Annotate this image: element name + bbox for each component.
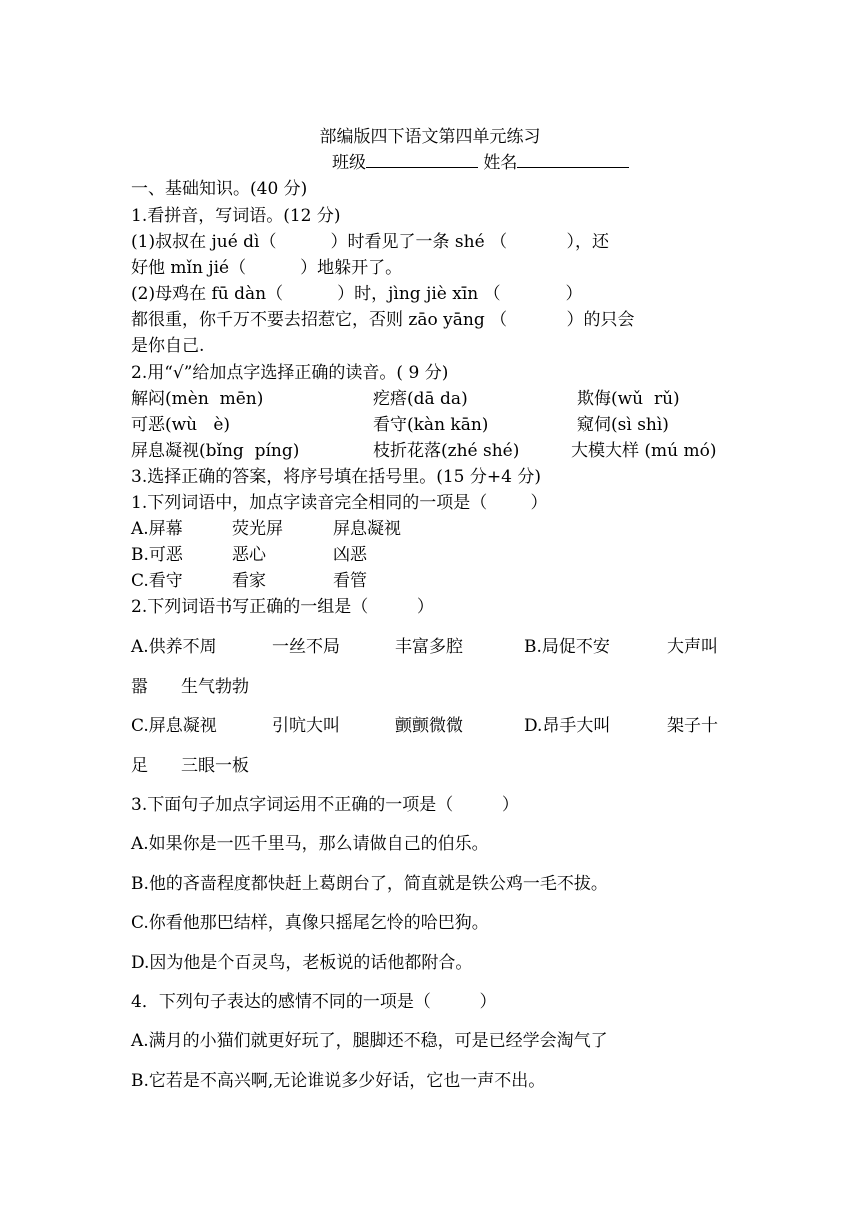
student-info — [332, 152, 629, 174]
pinyin-item: 看守(kàn kān) — [373, 415, 489, 435]
option-text: D.昂手大叫 — [524, 716, 611, 736]
pinyin-item: 窥伺(sì shì) — [577, 415, 669, 435]
option-text: 看家 — [232, 571, 266, 591]
option-text: 看管 — [333, 571, 367, 591]
option-text: 恶心 — [232, 545, 266, 565]
option-text: D.因为他是个百灵鸟，老板说的话他都附合。 — [131, 953, 473, 973]
question-1-line: (1)叔叔在 jué dì（ ）时看见了一条 shé （ ），还 — [131, 232, 610, 252]
name-blank — [517, 152, 629, 168]
option-text: A.如果你是一匹千里马，那么请做自己的伯乐。 — [131, 834, 489, 854]
question-1-heading: 1.看拼音，写词语。(12 分) — [131, 206, 341, 226]
question-1-line: (2)母鸡在 fū dàn（ ）时，jìng jiè xīn （ ） — [131, 284, 583, 304]
question-1-line: 好他 mǐn jié（ ）地躲开了。 — [131, 258, 403, 278]
pinyin-item: 大模大样 (mú mó) — [571, 441, 717, 461]
option-text: A.供养不周 — [131, 637, 217, 657]
option-text: A.满月的小猫们就更好玩了，腿脚还不稳，可是已经学会淘气了 — [131, 1031, 608, 1051]
question-3-heading: 3.选择正确的答案，将序号填在括号里。(15 分+4 分) — [131, 467, 541, 487]
option-text: 三眼一板 — [181, 756, 249, 776]
option-text: C.你看他那巴结样，真像只摇尾乞怜的哈巴狗。 — [131, 913, 489, 933]
option-text: B.可恶 — [131, 545, 183, 565]
option-text: 架子十 — [667, 716, 718, 736]
option-text: 生气勃勃 — [181, 677, 249, 697]
option-text: 颤颤微微 — [395, 716, 463, 736]
option-text: 荧光屏 — [232, 519, 283, 539]
option-text: 嚣 — [131, 677, 148, 697]
sub-question-stem: 1.下列词语中，加点字读音完全相同的一项是（ ） — [131, 493, 548, 513]
question-1-line: 都很重，你千万不要去招惹它，否则 zāo yāng （ ）的只会 — [131, 310, 635, 330]
option-text: 丰富多腔 — [395, 637, 463, 657]
page-title: 部编版四下语文第四单元练习 — [319, 127, 541, 147]
option-text: C.看守 — [131, 571, 183, 591]
class-blank — [366, 152, 478, 168]
pinyin-item: 可恶(wù è) — [131, 415, 231, 435]
option-text: 凶恶 — [333, 545, 367, 565]
name-label: 姓名 — [483, 153, 518, 173]
option-text: B.他的吝啬程度都快赶上葛朗台了，简直就是铁公鸡一毛不拔。 — [131, 874, 608, 894]
pinyin-item: 欺侮(wǔ rǔ) — [577, 389, 680, 409]
option-text: B.它若是不高兴啊,无论谁说多少好话，它也一声不出。 — [131, 1071, 546, 1091]
question-1-line: 是你自己. — [131, 336, 205, 356]
sub-question-stem: 2.下列词语书写正确的一组是（ ） — [131, 597, 434, 617]
pinyin-item: 枝折花落(zhé shé) — [373, 441, 520, 461]
option-text: 引吭大叫 — [272, 716, 340, 736]
option-text: B.局促不安 — [524, 637, 610, 657]
option-text: 大声叫 — [667, 637, 718, 657]
option-text: A.屏幕 — [131, 519, 183, 539]
option-text: 屏息凝视 — [333, 519, 401, 539]
question-2-heading: 2.用“√”给加点字选择正确的读音。( 9 分) — [131, 363, 449, 383]
sub-question-stem: 3.下面句子加点字词运用不正确的一项是（ ） — [131, 795, 519, 815]
option-text: 足 — [131, 756, 148, 776]
pinyin-item: 疙瘩(dā da) — [373, 389, 468, 409]
option-text: C.屏息凝视 — [131, 716, 217, 736]
class-label: 班级 — [332, 153, 366, 173]
section-heading: 一、基础知识。(40 分) — [131, 179, 308, 199]
pinyin-item: 屏息凝视(bǐng píng) — [131, 441, 300, 461]
option-text: 一丝不局 — [272, 637, 340, 657]
sub-question-stem: 4．下列句子表达的感情不同的一项是（ ） — [131, 992, 497, 1012]
pinyin-item: 解闷(mèn mēn) — [131, 389, 264, 409]
